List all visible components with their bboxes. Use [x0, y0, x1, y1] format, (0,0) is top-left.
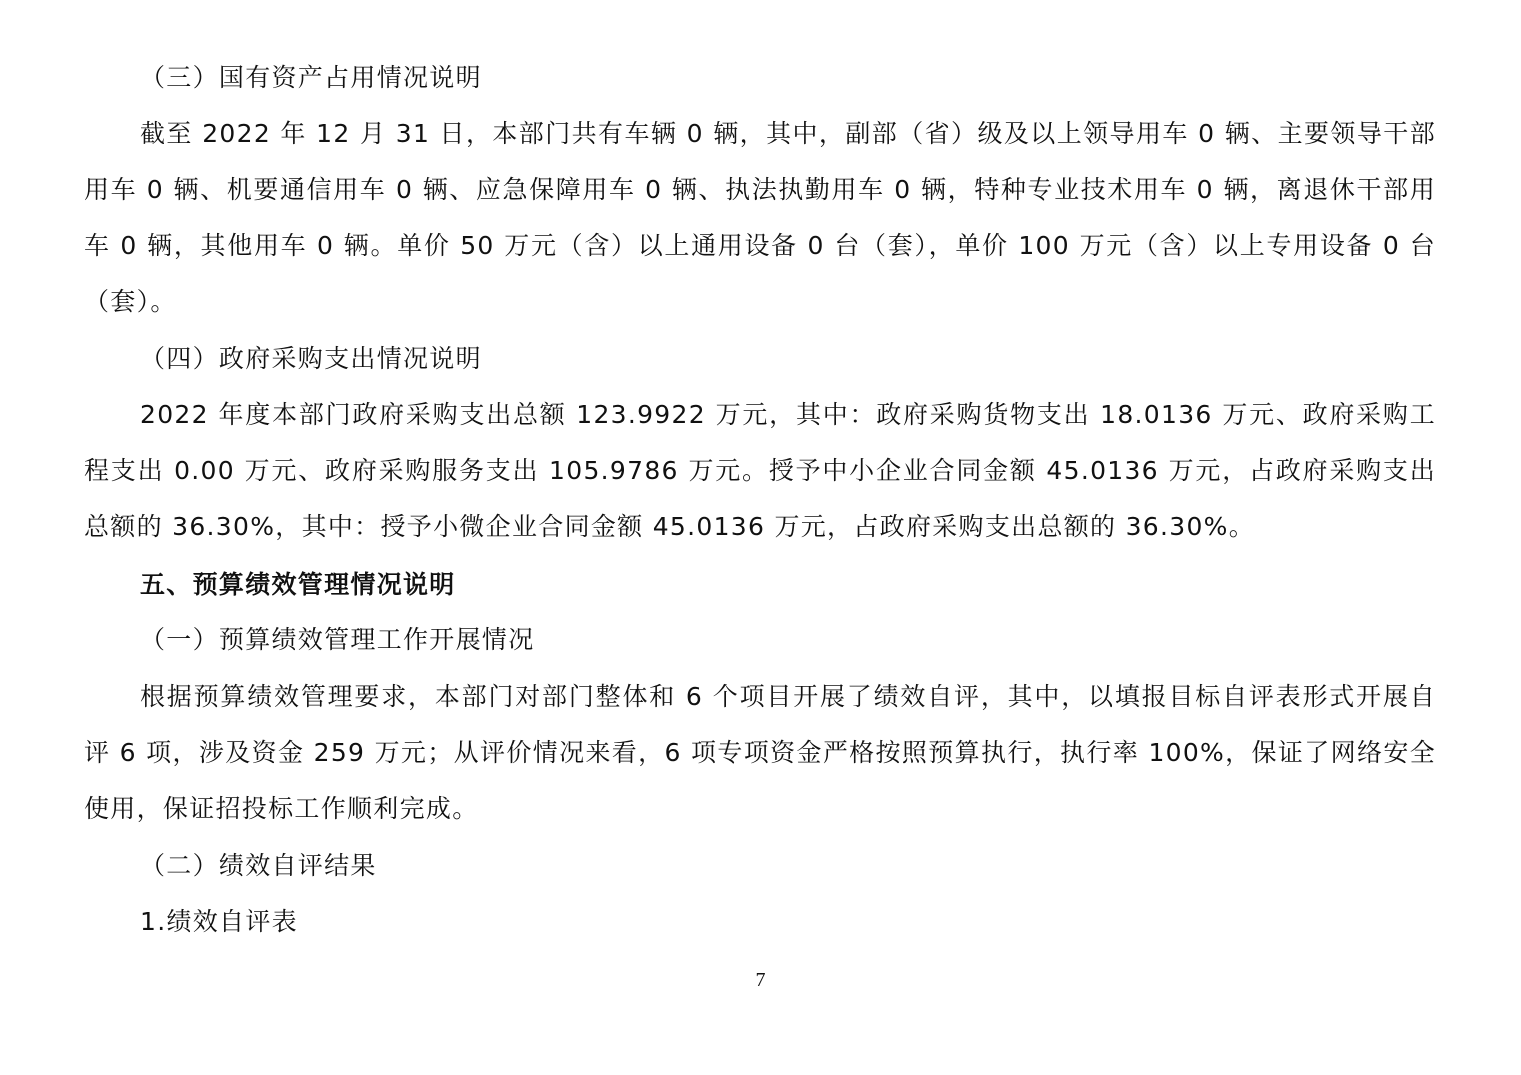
paragraph-government-procurement: 2022 年度本部门政府采购支出总额 123.9922 万元，其中：政府采购货物支出 18.0136 万元、政府采购工程支出 0.00 万元、政府采购服务支出 105.9786 万元。授予中小企业合同金额 45.0136 万元，占政府采购支出总额的 36.30%，其中：授予小微企业合同金额 45.0136 万元，占政府采购支出总额的 36.30%。 [84, 400, 1436, 541]
section-heading-state-assets: （三）国有资产占用情况说明 [140, 63, 482, 92]
section-heading-government-procurement: （四）政府采购支出情况说明 [140, 344, 482, 373]
paragraph-performance-work: 根据预算绩效管理要求，本部门对部门整体和 6 个项目开展了绩效自评，其中，以填报目标自评表形式开展自评 6 项，涉及资金 259 万元；从评价情况来看，6 项专项资金严格按照预算执行，执行率 100%，保证了网络安全使用，保证招投标工作顺利完成。 [84, 682, 1436, 823]
page-number: 7 [755, 969, 766, 991]
paragraph-state-assets: 截至 2022 年 12 月 31 日，本部门共有车辆 0 辆，其中，副部（省）级及以上领导用车 0 辆、主要领导干部用车 0 辆、机要通信用车 0 辆、应急保障用车 0 辆、执法执勤用车 0 辆，特种专业技术用车 0 辆，离退休干部用车 0 辆，其他用车 0 辆。单价 50 万元（含）以上通用设备 0 台（套），单价 100 万元（含）以上专用设备 0 台（套）。 [84, 119, 1436, 316]
subsection-heading-self-evaluation-results: （二）绩效自评结果 [140, 851, 377, 880]
subsection-heading-performance-work: （一）预算绩效管理工作开展情况 [140, 625, 535, 654]
item-heading-self-evaluation-table: 1.绩效自评表 [140, 907, 298, 936]
section-heading-budget-performance: 五、预算绩效管理情况说明 [140, 570, 456, 599]
